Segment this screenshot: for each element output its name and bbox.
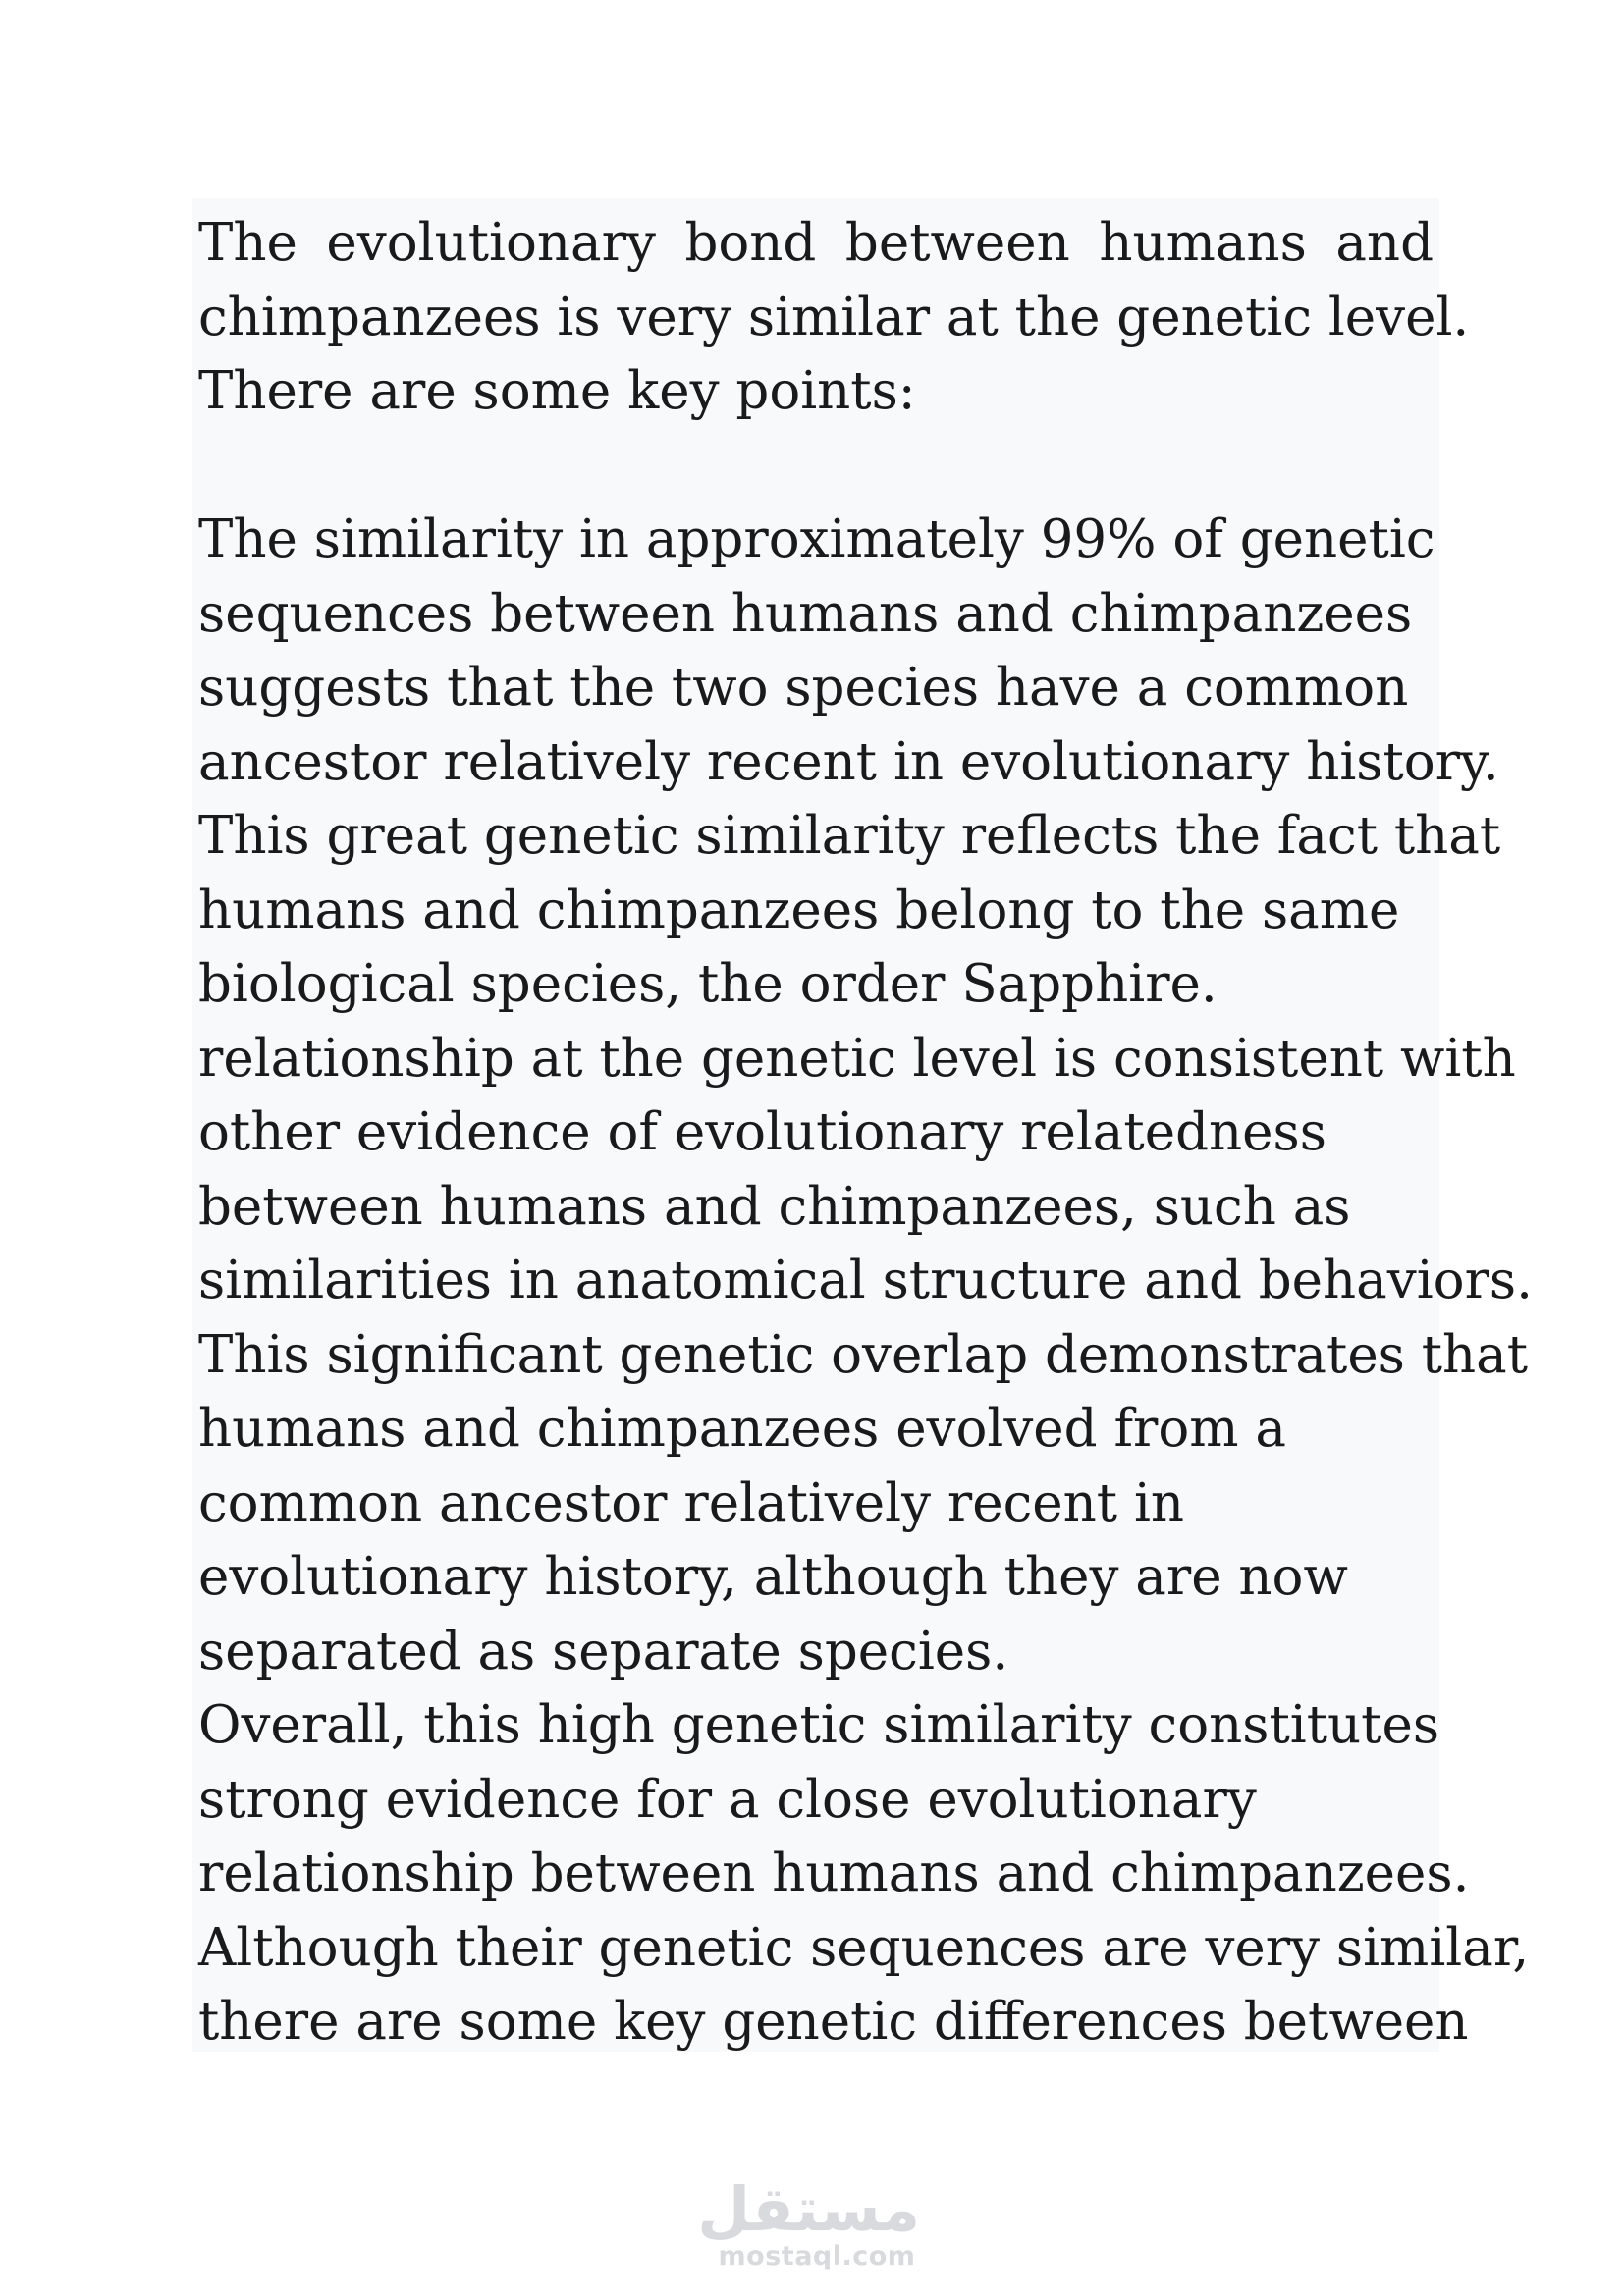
blank-line xyxy=(198,429,1434,504)
text-line-3: There are some key points: xyxy=(198,361,916,421)
text-line-22: strong evidence for a close evolutionary xyxy=(198,1769,1257,1830)
watermark-logo: مستقل xyxy=(697,2173,920,2245)
text-line-24: Although their genetic sequences are very similar, xyxy=(198,1917,1530,1978)
text-line-12: relationship at the genetic level is consistent with xyxy=(198,1028,1516,1089)
text-line-8: ancestor relatively recent in evolutionary history. xyxy=(198,731,1499,792)
text-line-11: biological species, the order Sapphire. xyxy=(198,954,1218,1014)
text-line-25: there are some key genetic differences between xyxy=(198,1992,1469,2052)
text-line-21: Overall, this high genetic similarity constitutes xyxy=(198,1695,1440,1755)
text-line-7: suggests that the two species have a common xyxy=(198,658,1409,718)
text-line-17: humans and chimpanzees evolved from a xyxy=(198,1399,1287,1459)
text-line-9: This great genetic similarity reflects the fact that xyxy=(198,806,1501,866)
text-line-19: evolutionary history, although they are now xyxy=(198,1547,1348,1607)
text-line-23: relationship between humans and chimpanzees. xyxy=(198,1843,1470,1903)
text-line-13: other evidence of evolutionary relatedness xyxy=(198,1102,1326,1162)
text-line-1: The evolutionary bond between humans and xyxy=(198,213,1434,273)
text-line-20: separated as separate species. xyxy=(198,1621,1009,1682)
text-line-5: The similarity in approximately 99% of genetic xyxy=(198,509,1435,569)
text-line-2: chimpanzees is very similar at the genetic level. xyxy=(198,287,1470,347)
text-line-16: This significant genetic overlap demonstrates that xyxy=(198,1324,1529,1385)
text-line-18: common ancestor relatively recent in xyxy=(198,1472,1185,1533)
text-line-15: similarities in anatomical structure and behaviors. xyxy=(198,1251,1533,1310)
text-line-10: humans and chimpanzees belong to the same xyxy=(198,880,1400,940)
text-line-14: between humans and chimpanzees, such as xyxy=(198,1176,1351,1237)
text-line-6: sequences between humans and chimpanzees xyxy=(198,583,1413,644)
mostaql-watermark xyxy=(697,2173,920,2271)
watermark-domain: mostaql.com xyxy=(718,2241,916,2271)
document-text-block xyxy=(192,198,1533,2052)
